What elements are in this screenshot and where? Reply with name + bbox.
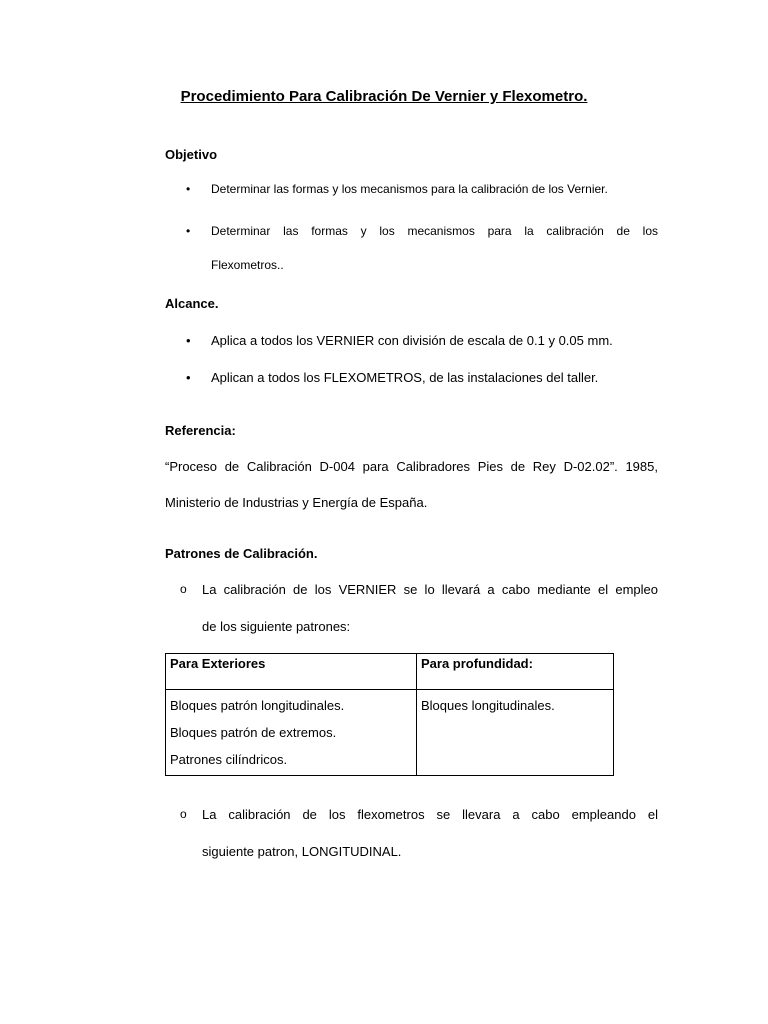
heading-alcance: Alcance. (165, 296, 219, 311)
patrones-table (165, 653, 614, 776)
table-cell-exteriores (166, 690, 417, 776)
circle-mark: o (180, 807, 187, 821)
table-cell-line: Bloques patrón de extremos. (170, 725, 337, 740)
document-title: Procedimiento Para Calibración De Vernier y Flexometro. (180, 88, 588, 105)
table-header-profundidad: Para profundidad: (417, 654, 614, 690)
referencia-line-2: Ministerio de Industrias y Energía de España. (165, 495, 428, 510)
bullet-mark: • (186, 224, 191, 238)
objetivo-item-2-line-1: Determinar las formas y los mecanismos para la calibración de los (211, 224, 658, 238)
patrones-item-1-line-2: de los siguiente patrones: (202, 619, 351, 634)
objetivo-item-1-text: Determinar las formas y los mecanismos para la calibración de los Vernier. (211, 182, 608, 196)
bullet-mark: • (186, 370, 191, 385)
bullet-mark: • (186, 333, 191, 348)
table-header-exteriores: Para Exteriores (166, 654, 417, 690)
circle-mark: o (180, 582, 187, 596)
patrones-item-2-line-2: siguiente patron, LONGITUDINAL. (202, 844, 402, 859)
referencia-text (165, 449, 658, 521)
table-cell-line: Bloques longitudinales. (421, 698, 555, 713)
table-header-row (166, 654, 614, 690)
bullet-mark: • (186, 182, 191, 196)
table-cell-line: Patrones cilíndricos. (170, 752, 288, 767)
heading-objetivo: Objetivo (165, 147, 218, 162)
referencia-line-1: “Proceso de Calibración D-004 para Calibradores Pies de Rey D-02.02”. 1985, (165, 459, 658, 474)
patrones-item-2-line-1: La calibración de los flexometros se llevara a cabo empleando el (202, 807, 658, 822)
table-row (166, 690, 614, 776)
heading-patrones: Patrones de Calibración. (165, 546, 318, 561)
heading-referencia: Referencia: (165, 423, 236, 438)
table-cell-profundidad (417, 690, 614, 776)
objetivo-item-2-line-2: Flexometros.. (211, 258, 284, 272)
alcance-item-1-text: Aplica a todos los VERNIER con división de escala de 0.1 y 0.05 mm. (211, 333, 613, 348)
alcance-item-2-text: Aplican a todos los FLEXOMETROS, de las instalaciones del taller. (211, 370, 599, 385)
patrones-item-1-line-1: La calibración de los VERNIER se lo llevará a cabo mediante el empleo (202, 582, 658, 597)
table-cell-line: Bloques patrón longitudinales. (170, 698, 345, 713)
